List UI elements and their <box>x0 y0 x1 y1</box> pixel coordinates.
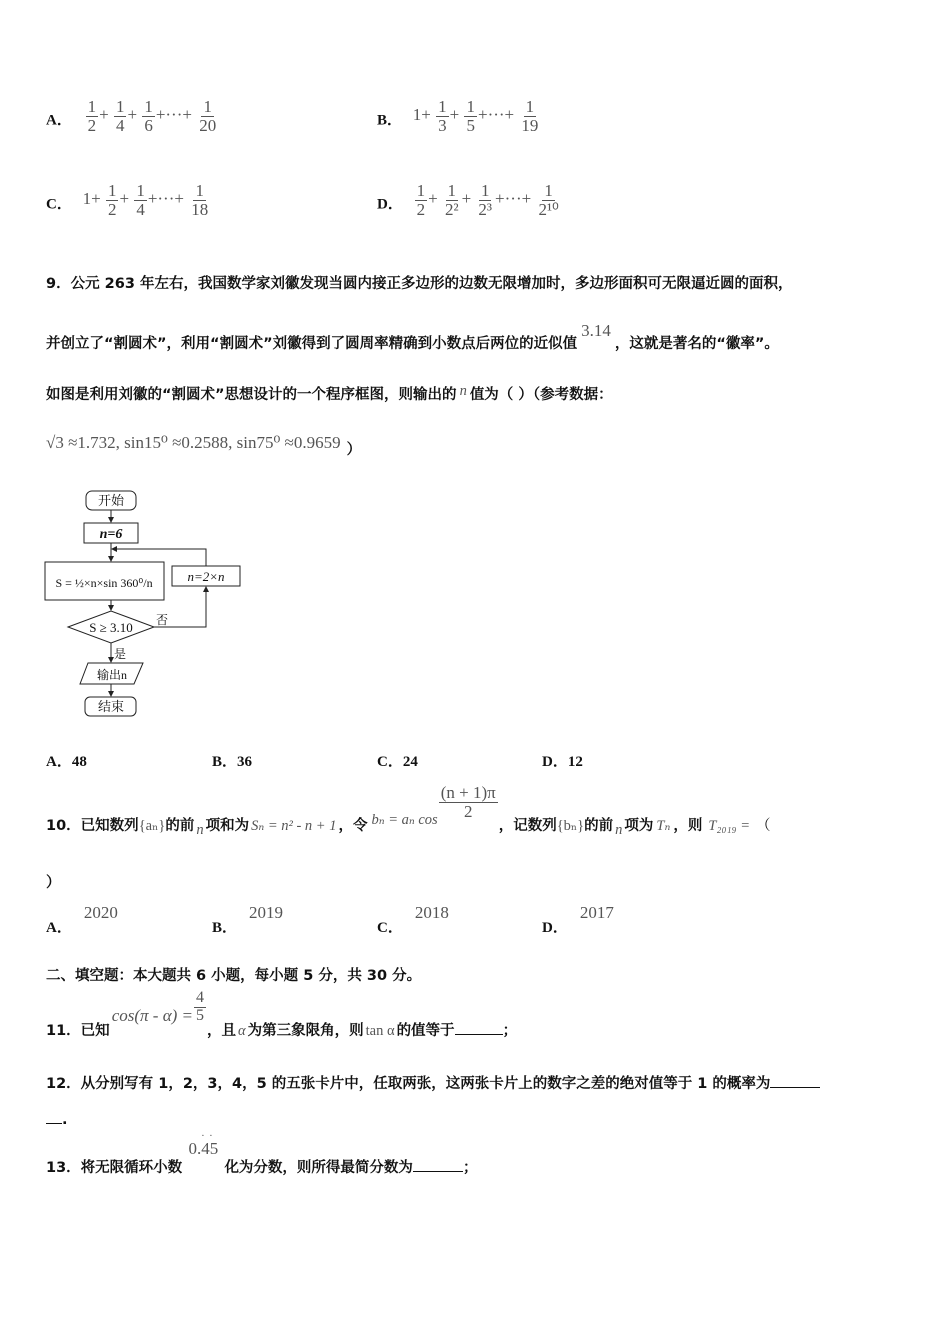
q11-fraction: $\frac{4}{5}$ <box>196 989 204 1024</box>
q8-option-b[interactable] <box>377 97 539 139</box>
frac: $\frac{1}{\text{2¹⁰}}$ <box>538 181 559 219</box>
pi-approx: 3.14 <box>581 321 611 340</box>
answer-blank[interactable] <box>770 1087 820 1088</box>
option-a-math: $\frac{1}{2}$ + $\frac{1}{4}$ + $\frac{1}{6}$ +···+ $\frac{1}{20}$ <box>87 97 217 135</box>
q9-reference-data: √3 ≈1.732, sin15⁰ ≈0.2588, sin75⁰ ≈0.9659 ） <box>46 433 362 458</box>
q9-option-a[interactable]: A．48 <box>46 754 87 770</box>
flow-init-label: n=6 <box>99 527 123 542</box>
flow-update-label: n=2×n <box>187 569 225 584</box>
q10-option-c[interactable]: C．2018 <box>377 903 449 936</box>
option-d-math: $\frac{1}{2}$ + $\frac{1}{\text{2²}}$ + $\frac{1}{\text{2³}}$ +···+ $\frac{1}{\text{2¹⁰}}$ <box>416 181 559 219</box>
q10-option-b[interactable]: B．2019 <box>212 903 284 936</box>
frac: $\frac{1}{3}$ <box>438 97 447 135</box>
option-label: C． <box>46 196 72 213</box>
frac: $\frac{1}{20}$ <box>199 97 217 135</box>
answer-blank[interactable] <box>455 1034 503 1035</box>
frac: $\frac{1}{\text{2²}}$ <box>444 181 459 219</box>
q10-line1: 10．已知数列{aₙ}的前 n 项和为 Sₙ = n² - n + 1 ，令 bₙ = aₙ cos $\frac{(n + 1)\pi}{2}$ ，记数列{bₙ}的前 n 项为 Tₙ ，则 T₂₀₁₉ = （ <box>46 783 771 839</box>
repeat-dot: · <box>209 1131 213 1142</box>
q10-option-d[interactable]: D．2017 <box>542 903 614 936</box>
frac: $\frac{1}{\text{2³}}$ <box>478 181 493 219</box>
frac: $\frac{1}{19}$ <box>521 97 539 135</box>
q8-option-c[interactable] <box>46 181 209 223</box>
q10-close: ） <box>46 875 61 891</box>
q12-line: 12．从分别写有 1，2，3，4，5 的五张卡片中，任取两张，这两张卡片上的数字之差的绝对值等于 1 的概率为 <box>46 1072 820 1093</box>
frac: $\frac{1}{18}$ <box>191 181 209 219</box>
flow-end-label: 结束 <box>97 699 125 714</box>
bn-fraction: $\frac{(n + 1)\pi}{2}$ <box>440 783 496 821</box>
frac: $\frac{1}{2}$ <box>416 181 426 219</box>
flow-decision-label: S ≥ 3.10 <box>89 620 133 635</box>
option-c-math: 1+ $\frac{1}{2}$ + $\frac{1}{4}$ +···+ $\frac{1}{18}$ <box>82 181 209 219</box>
q9-line2: 并创立了“割圆术”，利用“割圆术”刘徽得到了圆周率精确到小数点后两位的近似值3.14，这就是著名的“徽率”。 <box>46 321 779 352</box>
q13-line: 13．将无限循环小数 · · 0.45 化为分数，则所得最简分数为 ； <box>46 1131 478 1176</box>
frac: $\frac{1}{2}$ <box>87 97 97 135</box>
q9-option-d[interactable]: D．12 <box>542 754 583 770</box>
q8-option-a[interactable] <box>46 97 217 139</box>
q12-line2: . <box>46 1112 68 1128</box>
q9-option-c[interactable]: C．24 <box>377 754 418 770</box>
repeating-decimal: · · 0.45 <box>188 1131 219 1158</box>
flow-start-label: 开始 <box>97 493 125 508</box>
repeat-dot: · <box>201 1131 205 1142</box>
frac: $\frac{1}{5}$ <box>466 97 475 135</box>
section-heading: 二、填空题：本大题共 6 小题，每小题 5 分，共 30 分。 <box>46 968 422 984</box>
flow-yes-label: 是 <box>114 647 127 661</box>
option-label: B． <box>377 112 403 129</box>
answer-blank[interactable] <box>413 1171 463 1172</box>
answer-blank-continued[interactable] <box>46 1123 62 1124</box>
flow-process-label: S = ½×n×sin 360⁰/n <box>55 576 153 590</box>
q9-option-b[interactable]: B．36 <box>212 754 253 770</box>
frac: $\frac{1}{4}$ <box>115 97 125 135</box>
flow-output-label: 输出n <box>96 668 128 682</box>
flow-no-label: 否 <box>156 613 169 627</box>
q9-line1: 9．公元 263 年左右，我国数学家刘徽发现当圆内接正多边形的边数无限增加时，多边形面积可无限逼近圆的面积， <box>46 276 793 292</box>
q11-line: 11．已知cos(π - α) = $\frac{4}{5}$ ，且 α 为第三象限角，则 tan α 的值等于 ； <box>46 989 518 1040</box>
q9-line3: 如图是利用刘徽的“割圆术”思想设计的一个程序框图，则输出的 n 值为（ ）（参考数据： <box>46 383 613 403</box>
frac: $\frac{1}{2}$ <box>107 181 117 219</box>
option-b-math: 1+ $\frac{1}{3}$ + $\frac{1}{5}$ +···+ $\frac{1}{19}$ <box>412 97 539 135</box>
q9-flowchart <box>40 486 250 726</box>
option-label: D． <box>377 196 403 213</box>
frac: $\frac{1}{4}$ <box>136 181 145 219</box>
option-label: A． <box>46 112 72 129</box>
q8-option-d[interactable] <box>377 181 559 223</box>
frac: $\frac{1}{6}$ <box>144 97 153 135</box>
q10-option-a[interactable]: A．2020 <box>46 903 118 936</box>
